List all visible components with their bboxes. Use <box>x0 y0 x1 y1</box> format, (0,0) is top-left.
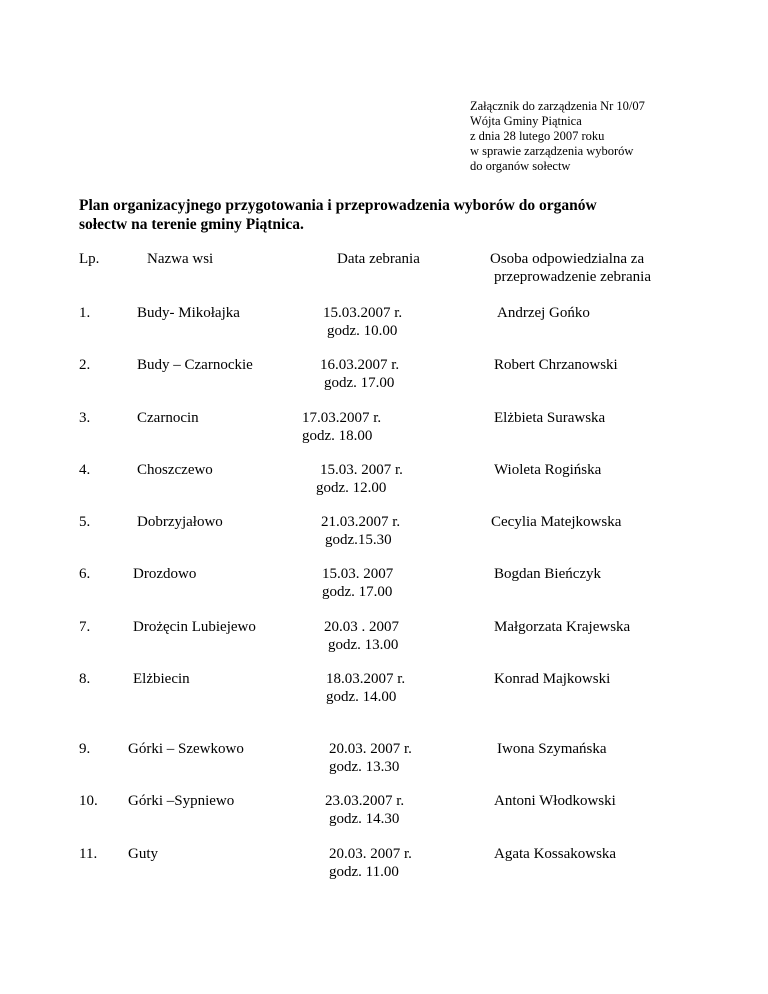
meeting-date-day: 18.03.2007 r. <box>326 671 406 687</box>
village-name: Guty <box>128 846 158 862</box>
responsible-person: Andrzej Gońko <box>497 305 590 321</box>
responsible-person: Małgorzata Krajewska <box>494 619 631 635</box>
village-name: Dobrzyjałowo <box>137 514 223 530</box>
table-row <box>0 356 768 406</box>
annex-line: do organów sołectw <box>470 159 571 173</box>
meeting-date <box>329 740 412 776</box>
meeting-date <box>329 845 412 881</box>
responsible-person: Wioleta Rogińska <box>494 462 602 478</box>
village-name: Budy – Czarnockie <box>137 357 253 373</box>
meeting-date-day: 15.03. 2007 r. <box>320 462 403 478</box>
annex-line: z dnia 28 lutego 2007 roku <box>470 129 605 143</box>
responsible-person: Konrad Majkowski <box>494 671 611 687</box>
village-name: Drozdowo <box>133 566 197 582</box>
meeting-date-day: 20.03. 2007 r. <box>329 741 412 757</box>
meeting-time: godz. 14.30 <box>329 811 400 827</box>
meeting-time: godz. 13.30 <box>329 759 400 775</box>
meeting-date <box>324 618 399 654</box>
meeting-time: godz. 17.00 <box>322 584 393 600</box>
meeting-time: godz. 14.00 <box>326 689 397 705</box>
village-name: Budy- Mikołajka <box>137 305 240 321</box>
meeting-date-day: 16.03.2007 r. <box>320 357 400 373</box>
document-title <box>79 196 699 234</box>
title-line-2: sołectw na terenie gminy Piątnica. <box>79 216 304 233</box>
responsible-person: Agata Kossakowska <box>494 846 617 862</box>
meeting-time: godz. 10.00 <box>327 323 398 339</box>
meeting-date-day: 15.03.2007 r. <box>323 305 403 321</box>
row-number: 8. <box>79 671 91 687</box>
meeting-time: godz. 13.00 <box>328 637 399 653</box>
meeting-date <box>316 461 403 497</box>
row-number: 2. <box>79 357 91 373</box>
row-number: 10. <box>79 793 98 809</box>
row-number: 11. <box>79 846 98 862</box>
header-person-line-1: Osoba odpowiedzialna za <box>490 251 645 267</box>
village-name: Elżbiecin <box>133 671 190 687</box>
village-name: Czarnocin <box>137 410 199 426</box>
responsible-person: Iwona Szymańska <box>497 741 607 757</box>
annex-note <box>470 99 645 174</box>
responsible-person: Elżbieta Surawska <box>494 410 606 426</box>
meeting-date <box>322 565 393 601</box>
row-number: 6. <box>79 566 91 582</box>
village-name: Górki –Sypniewo <box>128 793 235 809</box>
meeting-date-day: 20.03 . 2007 <box>324 619 399 635</box>
title-line-1: Plan organizacyjnego przygotowania i przeprowadzenia wyborów do organów <box>79 197 597 214</box>
meeting-date-day: 21.03.2007 r. <box>321 514 401 530</box>
header-date: Data zebrania <box>337 251 420 267</box>
row-number: 4. <box>79 462 91 478</box>
row-number: 7. <box>79 619 91 635</box>
meeting-time: godz. 17.00 <box>324 375 395 391</box>
meeting-date-day: 17.03.2007 r. <box>302 410 382 426</box>
table-row <box>0 792 768 842</box>
meeting-time: godz. 11.00 <box>329 864 399 880</box>
table-row <box>0 618 768 668</box>
responsible-person: Bogdan Bieńczyk <box>494 566 602 582</box>
row-number: 1. <box>79 305 91 321</box>
header-village: Nazwa wsi <box>147 251 214 267</box>
meeting-time: godz. 18.00 <box>302 428 373 444</box>
table-row <box>0 513 768 563</box>
meeting-date-day: 15.03. 2007 <box>322 566 394 582</box>
row-number: 3. <box>79 410 91 426</box>
annex-line: Wójta Gminy Piątnica <box>470 114 582 128</box>
table-row <box>0 670 768 720</box>
meeting-time: godz.15.30 <box>325 532 392 548</box>
meeting-date <box>321 513 400 549</box>
meeting-date <box>302 409 381 445</box>
meeting-date <box>326 670 405 706</box>
row-number: 9. <box>79 741 91 757</box>
meeting-date <box>323 304 402 340</box>
village-name: Drożęcin Lubiejewo <box>133 619 256 635</box>
table-row <box>0 304 768 354</box>
village-name: Choszczewo <box>137 462 213 478</box>
annex-line: w sprawie zarządzenia wyborów <box>470 144 634 158</box>
meeting-date-day: 20.03. 2007 r. <box>329 846 412 862</box>
table-row <box>0 845 768 895</box>
table-row <box>0 461 768 511</box>
table-row <box>0 740 768 790</box>
meeting-date-day: 23.03.2007 r. <box>325 793 405 809</box>
meeting-time: godz. 12.00 <box>316 480 387 496</box>
header-person-line-2: przeprowadzenie zebrania <box>494 269 651 285</box>
table-row <box>0 565 768 615</box>
header-lp: Lp. <box>79 251 100 267</box>
meeting-date <box>320 356 399 392</box>
annex-line: Załącznik do zarządzenia Nr 10/07 <box>470 99 645 113</box>
village-name: Górki – Szewkowo <box>128 741 244 757</box>
row-number: 5. <box>79 514 91 530</box>
meeting-date <box>325 792 404 828</box>
responsible-person: Robert Chrzanowski <box>494 357 618 373</box>
table-row <box>0 409 768 459</box>
responsible-person: Cecylia Matejkowska <box>491 514 622 530</box>
responsible-person: Antoni Włodkowski <box>494 793 616 809</box>
